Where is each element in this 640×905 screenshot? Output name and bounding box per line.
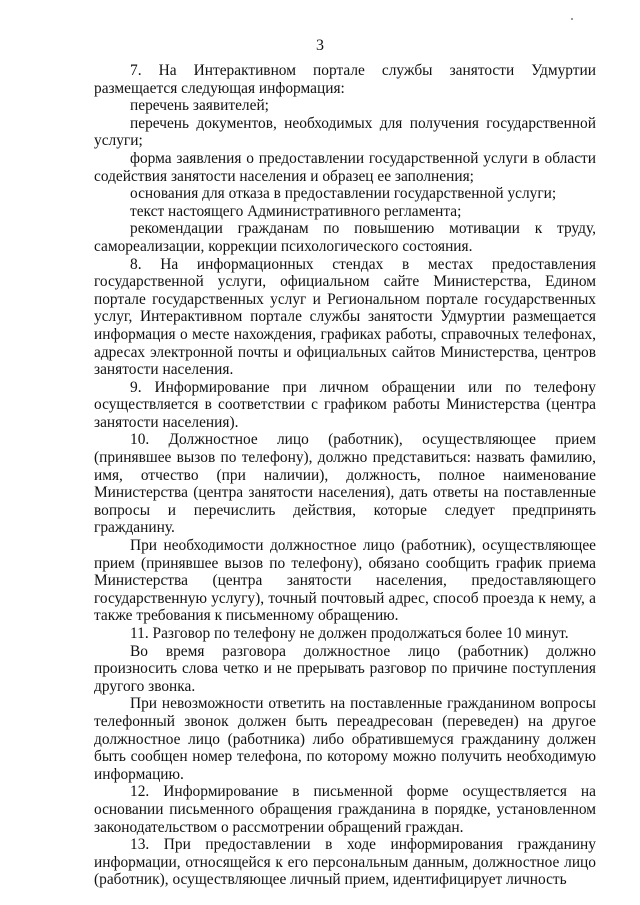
list-item-regulation-text: текст настоящего Административного регламента; <box>130 202 462 220</box>
paragraph-11: 11. Разговор по телефону не должен продолжаться более 10 минут. <box>130 625 569 642</box>
list-item-recommendations: рекомендации гражданам по повышению мотивации к труду, самореализации, коррекции психологического состояния. <box>94 220 596 255</box>
paragraph-10: 10. Должностное лицо (работник), осуществляющее прием (принявшее вызов по телефону), должно представиться: назвать фамилию, имя, отчество (при наличии), должность, полное наименование Министерства (центра занятости населения), дать ответы на поставленные вопросы и перечислить действия, которые следует предпринять гражданину. <box>94 431 596 537</box>
list-item-application-form: форма заявления о предоставлении государственной услуги в области содействия занятости населения и образец ее заполнения; <box>94 149 596 185</box>
paragraph-13: 13. При предоставлении в ходе информирования гражданину информации, относящейся к его персональным данным, должностное лицо (работник), осуществляющее личный прием, идентифицирует личность <box>94 836 596 889</box>
paragraph-9: 9. Информирование при личном обращении или по телефону осуществляется в соответствии с графиком работы Министерства (центра занятости населения). <box>94 378 596 431</box>
paragraph-11-redirect: При невозможности ответить на поставленные гражданином вопросы телефонный звонок должен быть переадресован (переведен) на другое должностное лицо (работника) либо обратившемуся гражданину должен быть сообщен номер телефона, по которому можно получить необходимую информацию. <box>94 695 596 783</box>
scan-speck <box>571 18 573 20</box>
page-number: 3 <box>316 37 324 54</box>
paragraph-7: 7. На Интерактивном портале службы занятости Удмуртии размещается следующая информация: <box>94 62 596 97</box>
paragraph-11-speech: Во время разговора должностное лицо (работник) должно произносить слова четко и не прерывать разговор по причине поступления другого звонка. <box>94 642 596 695</box>
list-item-refusal-grounds: основания для отказа в предоставлении государственной услуги; <box>130 185 557 203</box>
paragraph-12: 12. Информирование в письменной форме осуществляется на основании письменного обращения гражданина в порядке, установленном законодательством о рассмотрении обращений граждан. <box>94 783 596 836</box>
document-body <box>94 62 596 889</box>
list-item-applicants: перечень заявителей; <box>130 97 269 115</box>
paragraph-10-continued: При необходимости должностное лицо (работник), осуществляющее прием (принявшее вызов по телефону), обязано сообщить график приема Министерства (центра занятости населения, предоставляющего государственную услугу), точный почтовый адрес, способ проезда к нему, а также требования к письменному обращению. <box>94 537 596 625</box>
paragraph-8: 8. На информационных стендах в местах предоставления государственной услуги, официальном сайте Министерства, Едином портале государственных услуг и Региональном портале государственных услуг, Интерактивном портале службы занятости Удмуртии размещается информация о месте нахождения, графиках работы, справочных телефонах, адресах электронной почты и официальных сайтов Министерства, центров занятости населения. <box>94 255 596 379</box>
list-item-documents: перечень документов, необходимых для получения государственной услуги; <box>94 114 596 150</box>
